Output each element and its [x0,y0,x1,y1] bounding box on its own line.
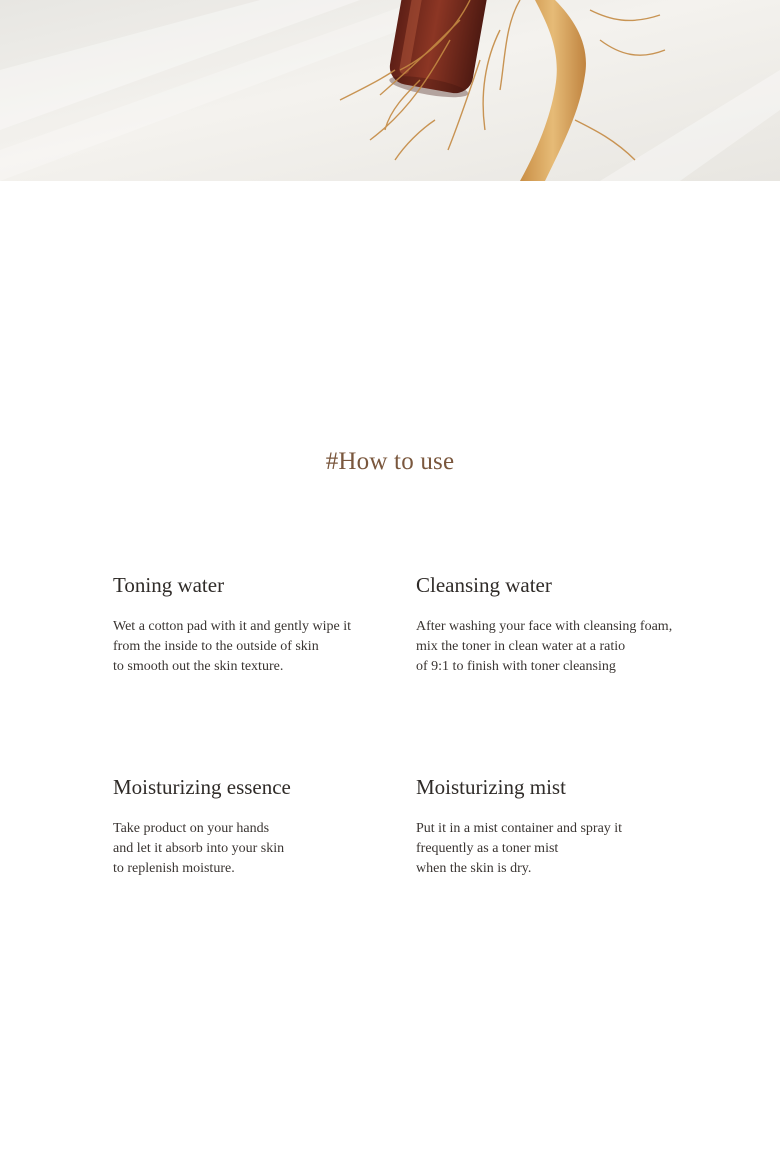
usage-title: Cleansing water [416,573,552,597]
ginseng-toner-photo-icon [0,0,780,181]
hero-image [0,0,780,181]
usage-title: Toning water [113,573,225,597]
usage-toning-water [113,571,413,677]
usage-moisturizing-mist [416,773,716,879]
usage-moisturizing-essence [113,773,413,879]
usage-title: Moisturizing mist [416,775,566,799]
usage-cleansing-water [416,571,716,677]
usage-title: Moisturizing essence [113,775,291,799]
usage-description: After washing your face with cleansing foam, mix the toner in clean water at a ratio of 9:1 to finish with toner cleansing [416,619,673,674]
usage-description: Take product on your hands and let it absorb into your skin to replenish moisture. [113,821,285,876]
usage-description: Put it in a mist container and spray it frequently as a toner mist when the skin is dry. [416,821,623,876]
page-title: #How to use [325,448,455,475]
usage-description: Wet a cotton pad with it and gently wipe it from the inside to the outside of skin to smooth out the skin texture. [113,619,351,674]
